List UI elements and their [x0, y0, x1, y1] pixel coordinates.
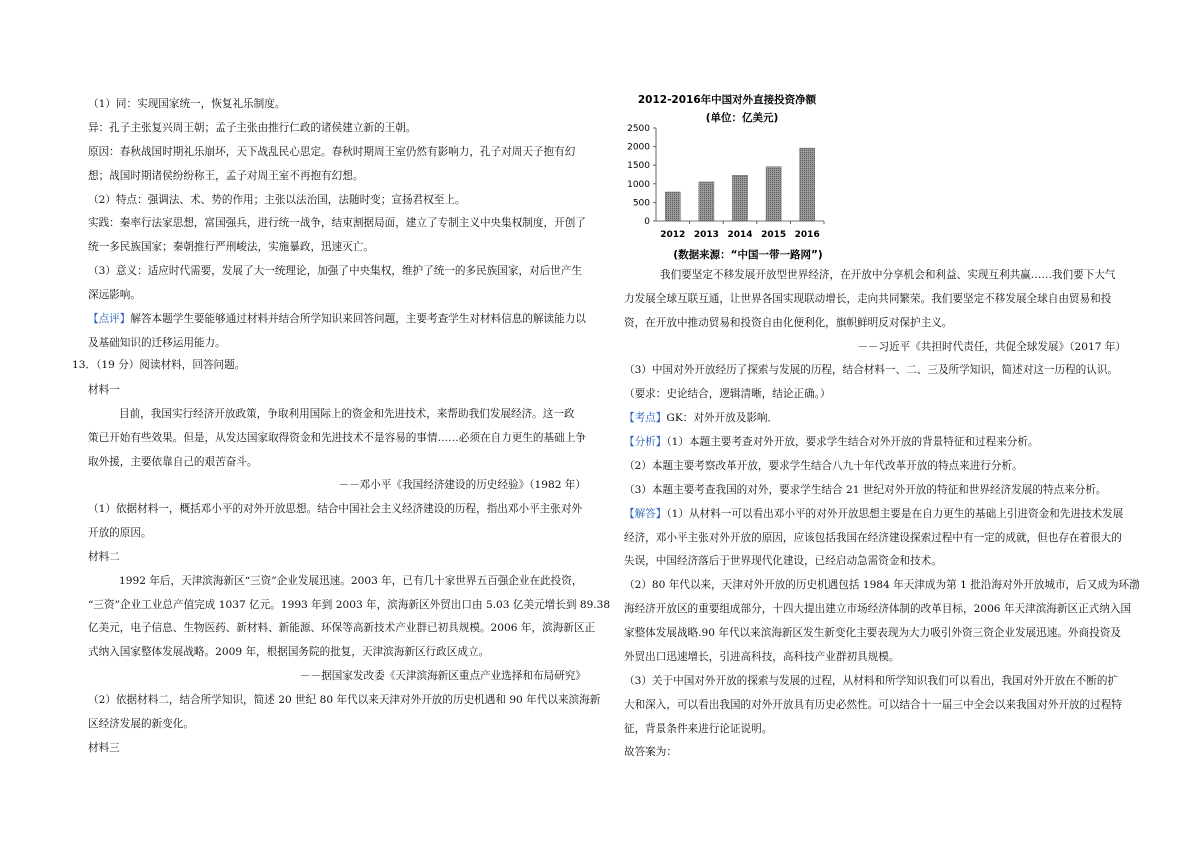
analysis-text: （1）本题主要考查对外开放，要求学生结合对外开放的背景特征和过程来分析。	[666, 436, 1039, 448]
chart-y-tick-label: 500	[632, 198, 650, 209]
answer-line: 异：孔子主张复兴周王朝；孟子主张由推行仁政的诸侯建立新的王朝。	[88, 122, 417, 134]
solution-line: （3）关于中国对外开放的探索与发展的过程，从材料和所学知识我们可以看出，我国对外开放在不断的扩	[624, 675, 1119, 687]
solution-line: 大和深入，可以看出我国的对外开放具有历史必然性。可以结合十一届三中全会以来我国对外开放的过程特	[624, 699, 1122, 711]
material-text: 取外援，主要依靠自己的艰苦奋斗。	[88, 456, 258, 468]
solution-line: 家整体发展战略.90 年代以来滨海新区发生新变化主要表现为大力吸引外资三资企业发展迅速。外商投资及	[624, 627, 1121, 639]
kaodian-text: GK：对外开放及影响．	[666, 412, 779, 424]
chart-bar	[732, 175, 747, 221]
solution-line: 故答案为：	[624, 746, 677, 758]
material-source: －－邓小平《我国经济建设的历史经验》（1982 年）	[338, 479, 586, 491]
material-text: 资，在开放中推动贸易和投资自由化便利化，旗帜鲜明反对保护主义。	[624, 317, 953, 329]
kaodian-line	[624, 411, 778, 425]
chart-bar	[800, 148, 815, 221]
material-label: 材料一	[88, 384, 120, 396]
chart-x-labels	[660, 230, 819, 240]
chart-bar	[699, 182, 714, 221]
comment-text: 解答本题学生要能够通过材料并结合所学知识来回答问题，主要考查学生对材料信息的解读能力以	[130, 313, 586, 325]
material-text: 力发展全球互联互通，让世界各国实现联动增长，走向共同繁荣。我们要坚定不移发展全球自由贸易和投	[624, 293, 1112, 305]
solution-line: 海经济开放区的重要组成部分，十四大提出建立市场经济体制的改革目标，2006 年天津滨海新区正式纳入国	[624, 603, 1132, 615]
answer-line: 统一多民族国家；秦朝推行严刑峻法，实施暴政，迅速灭亡。	[88, 241, 375, 253]
chart-x-tick-label: 2015	[761, 230, 787, 240]
comment-tag: 【点评】	[88, 313, 131, 325]
analysis-line	[624, 435, 1039, 449]
answer-line: 实践：秦率行法家思想，富国强兵，进行统一战争，结束割据局面，建立了专制主义中央集权制度，开创了	[88, 217, 586, 229]
material-text: 我们要坚定不移发展开放型世界经济，在开放中分享机会和利益、实现互利共赢……我们要下大气	[660, 269, 1116, 281]
answer-line: 原因：春秋战国时期礼乐崩坏，天下战乱民心思定。春秋时期周王室仍然有影响力，孔子对周天子抱有幻	[88, 146, 576, 158]
chart-bar	[766, 167, 781, 221]
answer-line: （3）意义：适应时代需要，发展了大一统理论，加强了中央集权，维护了统一的多民族国家，对后世产生	[88, 265, 583, 277]
analysis-line: （2）本题主要考察改革开放，要求学生结合八九十年代改革开放的特点来进行分析。	[624, 460, 1023, 472]
solution-line: 失误，中国经济落后于世界现代化建设，已经启动急需资金和技术。	[624, 555, 942, 567]
chart-subtitle: (单位：亿美元)	[705, 112, 779, 124]
chart-y-tick-label: 0	[644, 217, 650, 227]
material-text: 式纳入国家整体发展战略。2009 年，根据国务院的批复，天津滨海新区行政区成立。	[88, 646, 490, 658]
chart-x-tick-label: 2014	[727, 230, 753, 240]
chart-title: 2012-2016年中国对外直接投资净额	[637, 94, 817, 106]
chart-axes	[627, 124, 824, 227]
material-source: －－据国家发改委《天津滨海新区重点产业选择和布局研究》	[299, 670, 586, 682]
question-text: （2）依据材料二，结合所学知识，简述 20 世纪 80 年代以来天津对外开放的历史机遇和 90 年代以来滨海新	[88, 694, 601, 706]
chart-source: (数据来源：“中国一带一路网”)	[673, 249, 823, 260]
kaodian-tag: 【考点】	[624, 412, 667, 424]
chart-bar	[665, 192, 680, 221]
comment-line	[88, 312, 586, 326]
question-text: （1）依据材料一，概括邓小平的对外开放思想。结合中国社会主义经济建设的历程，指出邓小平主张对外	[88, 503, 583, 515]
chart-y-tick-label: 2500	[627, 124, 650, 134]
answer-line: 想；战国时期诸侯纷纷称王，孟子对周王室不再抱有幻想。	[88, 170, 364, 182]
chart-y-tick-label: 2000	[627, 142, 650, 153]
material-label: 材料二	[88, 551, 120, 563]
material-text: 1992 年后，天津滨海新区“三资”企业发展迅速。2003 年，已有几十家世界五百强企业在此投资，	[119, 575, 583, 587]
investment-bar-chart	[622, 90, 858, 260]
question-text: （3）中国对外开放经历了探索与发展的历程，结合材料一、二、三及所学知识，简述对这一历程的认识。	[624, 364, 1119, 376]
solution-tag: 【解答】	[624, 508, 667, 520]
chart-y-tick-label: 1500	[627, 161, 650, 172]
question-heading: 13．（19 分）阅读材料，回答问题。	[72, 359, 246, 371]
chart-x-tick-label: 2012	[660, 230, 686, 240]
answer-line: 深远影响。	[88, 289, 141, 301]
chart-y-tick-label: 1000	[627, 179, 650, 190]
chart-x-tick-label: 2016	[794, 230, 820, 240]
material-text: 策已开始有些效果。但是，从发达国家取得资金和先进技术不是容易的事情……必须在自力更生的基础上争	[88, 432, 586, 444]
answer-line: （1）同：实现国家统一，恢复礼乐制度。	[88, 98, 286, 110]
solution-line: 外贸出口迅速增长，引进高科技，高科技产业群初具规模。	[624, 651, 900, 663]
analysis-tag: 【分析】	[624, 436, 667, 448]
answer-line: 及基础知识的迁移运用能力。	[88, 337, 226, 349]
material-text: 目前，我国实行经济开放政策，争取利用国际上的资金和先进技术，来帮助我们发展经济。这一政	[119, 408, 575, 420]
solution-text: （1）从材料一可以看出邓小平的对外开放思想主要是在自力更生的基础上引进资金和先进技术发展	[666, 508, 1124, 520]
chart-x-tick-label: 2013	[693, 230, 719, 240]
material-text: “三资”企业工业总产值完成 1037 亿元。1993 年到 2003 年，滨海新区外贸出口由 5.03 亿美元增长到 89.38	[88, 599, 611, 611]
solution-line	[624, 507, 1123, 521]
material-source: －－习近平《共担时代责任，共促全球发展》（2017 年）	[857, 341, 1126, 353]
chart-bars	[665, 148, 815, 221]
analysis-line: （3）本题主要考查我国的对外，要求学生结合 21 世纪对外开放的特征和世界经济发展的特点来分析。	[624, 484, 1107, 496]
solution-line: 征，背景条件来进行论证说明。	[624, 723, 773, 735]
material-text: 亿美元，电子信息、生物医药、新材料、新能源、环保等高新技术产业群已初具规模。2006 年，滨海新区正	[88, 622, 596, 634]
question-text: 区经济发展的新变化。	[88, 718, 194, 730]
material-label: 材料三	[88, 742, 120, 754]
solution-line: 经济，邓小平主张对外开放的原因，应该包括我国在经济建设探索过程中有一定的成就，但也存在着很大的	[624, 532, 1122, 544]
answer-line: （2）特点：强调法、术、势的作用；主张以法治国，法随时变；宣扬君权至上。	[88, 194, 466, 206]
question-text: 开放的原因。	[88, 527, 152, 539]
question-text: （要求：史论结合，逻辑清晰，结论正确。）	[624, 388, 831, 400]
solution-line: （2）80 年代以来，天津对外开放的历史机遇包括 1984 年天津成为第 1 批沿海对外开放城市，后又成为环渤	[624, 579, 1140, 591]
